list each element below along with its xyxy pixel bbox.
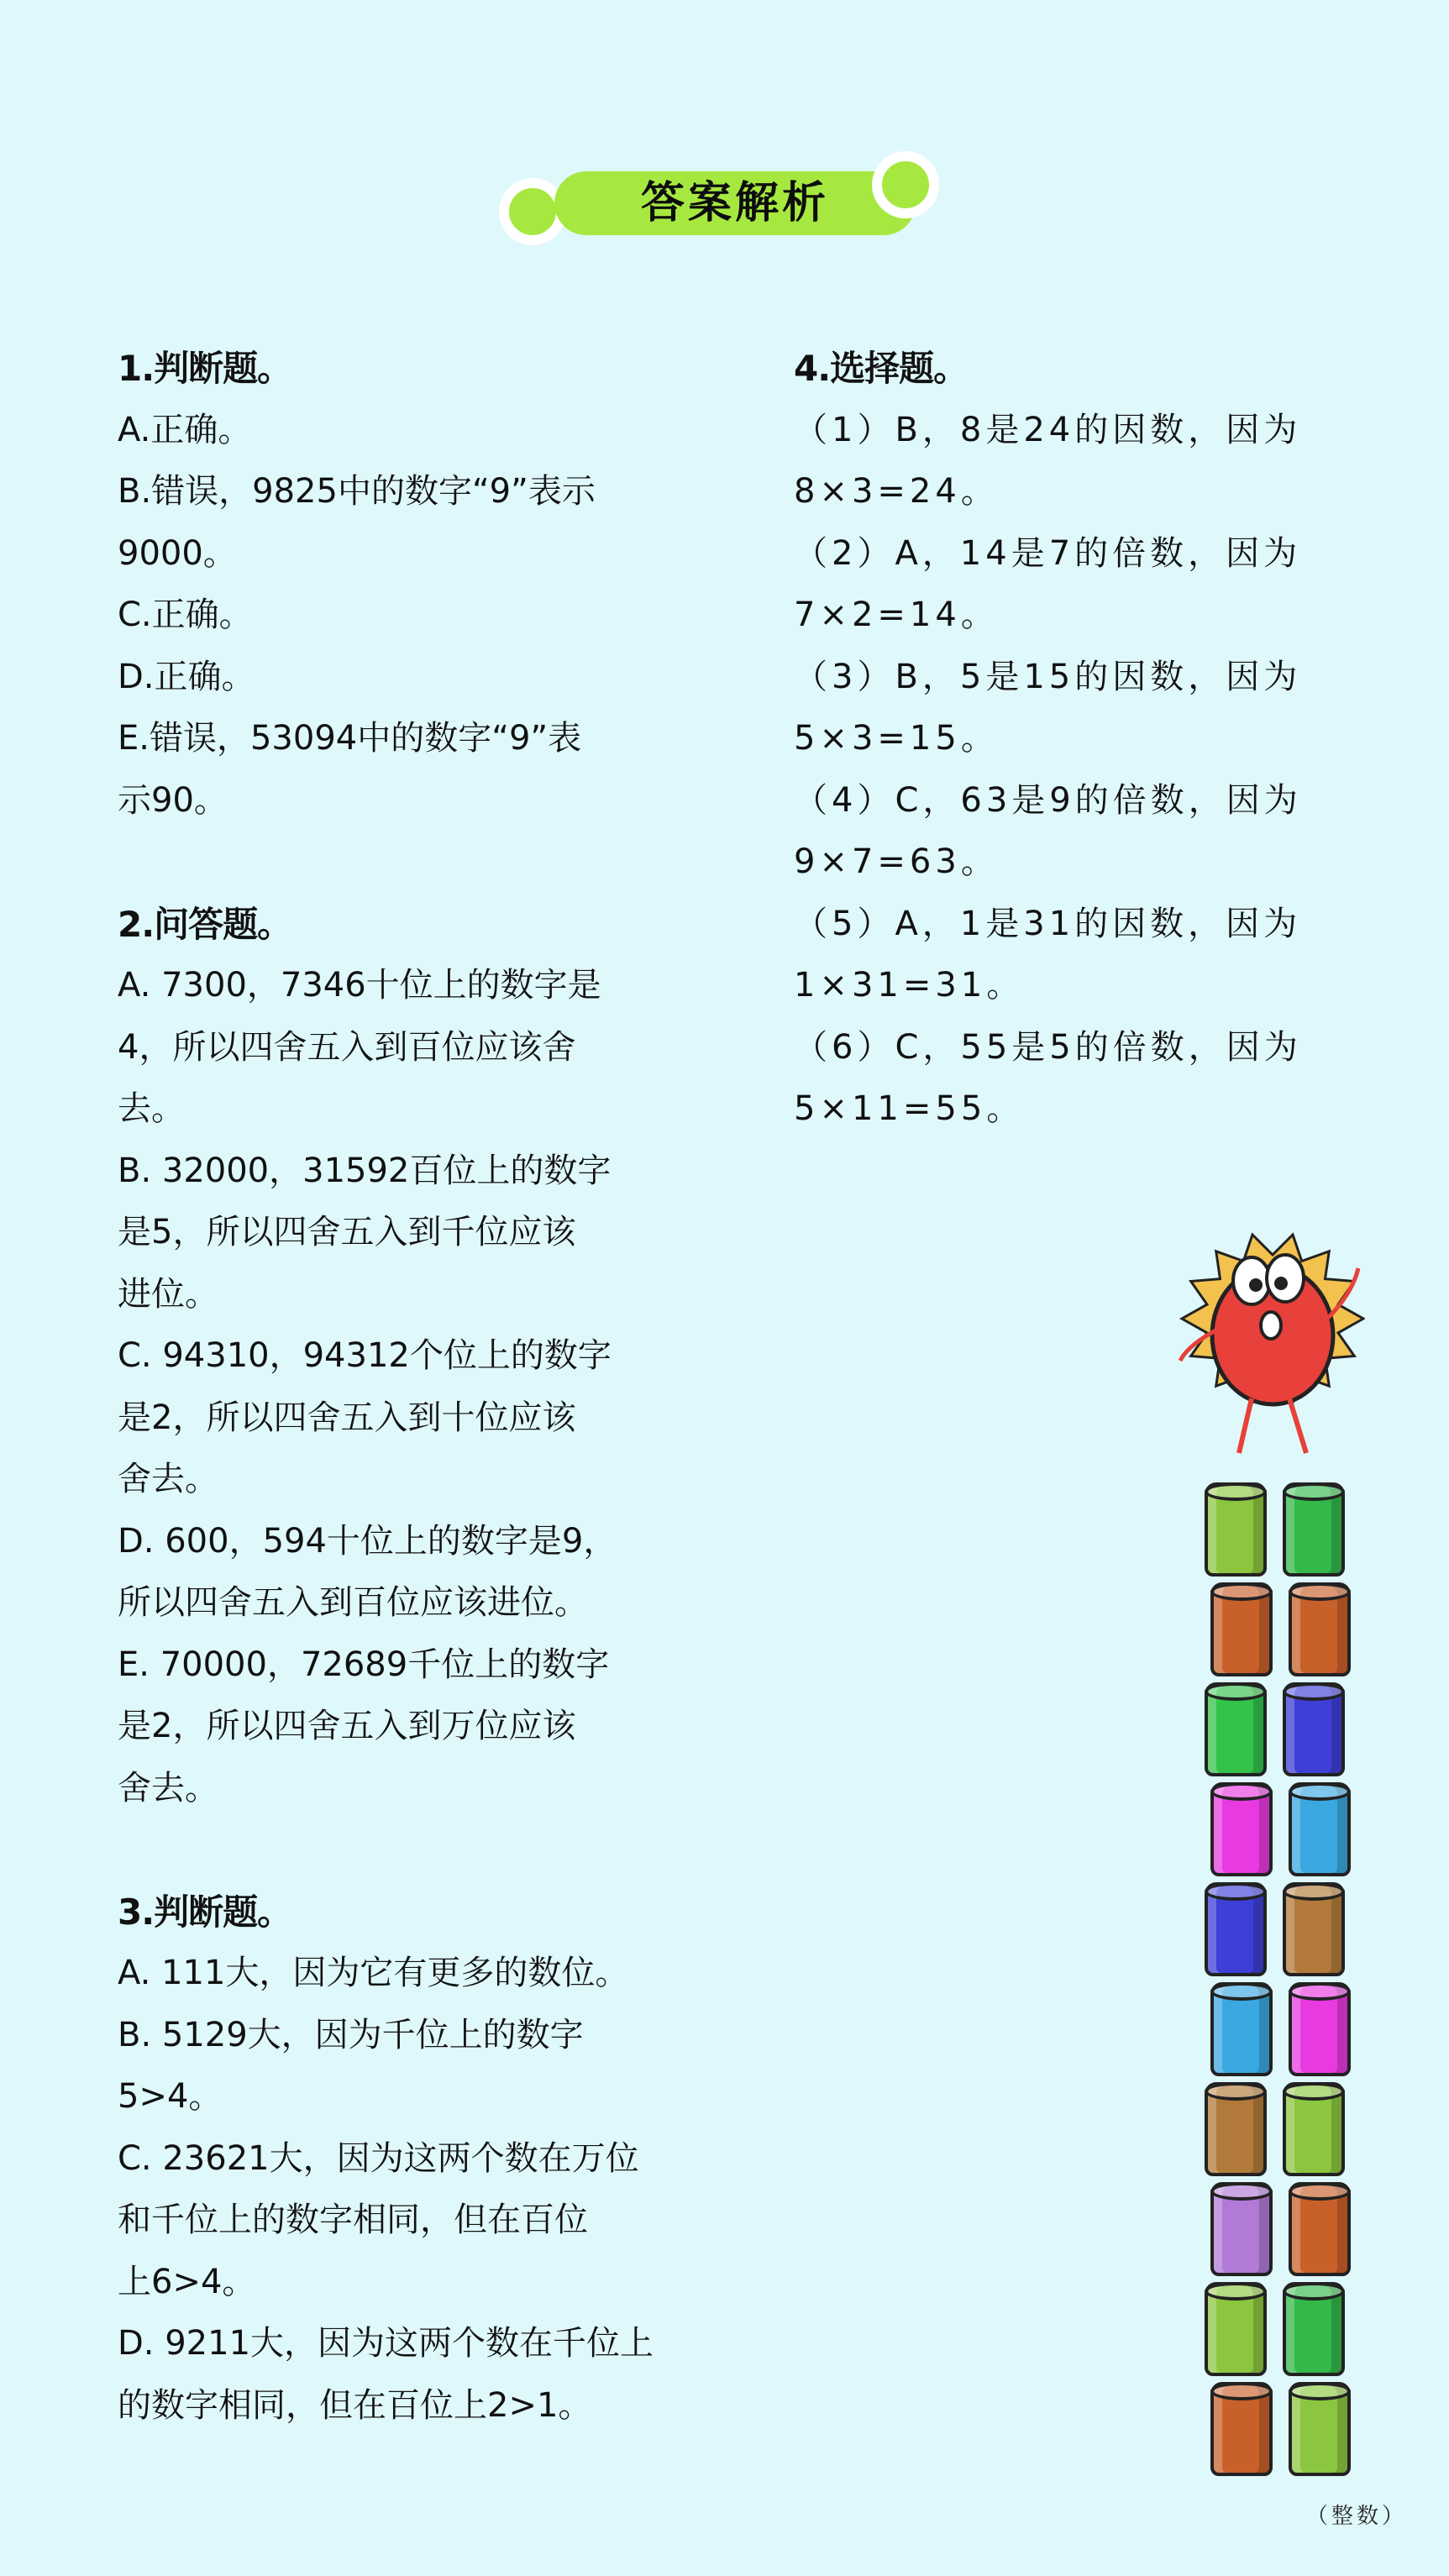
answer-line: 的数字相同，但在百位上2>1。 bbox=[118, 2385, 592, 2425]
cup-icon bbox=[1205, 1882, 1267, 1976]
answer-item bbox=[118, 955, 680, 1141]
answer-line: B.错误，9825中的数字“9”表示 bbox=[118, 472, 596, 511]
answer-line: B. 32000，31592百位上的数字 bbox=[118, 1151, 612, 1190]
answer-line: 进位。 bbox=[118, 1274, 218, 1314]
cup-icon bbox=[1210, 1982, 1273, 2076]
section-title: 4.选择题。 bbox=[794, 348, 969, 389]
answer-line: D. 9211大，因为这两个数在千位上 bbox=[118, 2324, 654, 2363]
answer-line: A.正确。 bbox=[118, 410, 252, 449]
answer-line: C.正确。 bbox=[118, 595, 253, 634]
answer-line: D.正确。 bbox=[118, 657, 255, 696]
answer-line: C. 94310，94312个位上的数字 bbox=[118, 1336, 612, 1375]
answer-line: C. 23621大，因为这两个数在万位 bbox=[118, 2138, 639, 2178]
answer-item bbox=[118, 1943, 680, 2005]
cup-icon bbox=[1289, 1782, 1351, 1876]
answer-item bbox=[118, 1511, 680, 1634]
section-title: 1.判断题。 bbox=[118, 348, 292, 389]
answer-line: 是2，所以四舍五入到万位应该 bbox=[118, 1707, 576, 1745]
cup-icon bbox=[1283, 2082, 1345, 2176]
section-2 bbox=[118, 894, 680, 1820]
answer-item bbox=[118, 2313, 680, 2437]
answer-line: 9000。 bbox=[118, 533, 237, 573]
answer-line: （2）A，14是7的倍数，因为 bbox=[794, 533, 1302, 573]
cup-icon bbox=[1205, 2282, 1267, 2376]
answer-line: 所以四舍五入到百位应该进位。 bbox=[118, 1583, 588, 1622]
section-title: 2.问答题。 bbox=[118, 903, 292, 945]
answer-line: 舍去。 bbox=[118, 1460, 218, 1498]
answer-item bbox=[118, 1325, 680, 1511]
cup-icon bbox=[1210, 2382, 1273, 2476]
answer-line: E. 70000，72689千位上的数字 bbox=[118, 1645, 610, 1684]
cup-icon bbox=[1289, 2382, 1351, 2476]
cup-icon bbox=[1289, 1982, 1351, 2076]
cup-icon bbox=[1289, 2182, 1351, 2276]
section-1 bbox=[118, 338, 680, 832]
answer-line: 上6>4。 bbox=[118, 2262, 256, 2301]
answer-line: 示90。 bbox=[118, 780, 228, 820]
answer-line: 4，所以四舍五入到百位应该舍 bbox=[118, 1027, 576, 1067]
cup-icon bbox=[1205, 2082, 1267, 2176]
title-banner bbox=[496, 151, 949, 252]
cup-icon bbox=[1283, 2282, 1345, 2376]
answer-line: 5×3=15。 bbox=[794, 719, 999, 758]
answer-line: 5×11=55。 bbox=[794, 1089, 1025, 1128]
answer-line: （1）B，8是24的因数，因为 bbox=[794, 410, 1302, 449]
cup-icon bbox=[1210, 1782, 1273, 1876]
answer-item bbox=[118, 2128, 680, 2314]
creature-on-cup-tower-icon bbox=[1138, 1201, 1399, 2495]
answer-line: D. 600，594十位上的数字是9， bbox=[118, 1521, 617, 1561]
answer-line: 和千位上的数字相同，但在百位 bbox=[118, 2201, 588, 2239]
cup-icon bbox=[1283, 1682, 1345, 1776]
cup-icon bbox=[1283, 1482, 1345, 1577]
answer-line: E.错误，53094中的数字“9”表 bbox=[118, 719, 582, 758]
answer-line: B. 5129大，因为千位上的数字 bbox=[118, 2015, 584, 2054]
answer-line: （4）C，63是9的倍数，因为 bbox=[794, 780, 1302, 820]
right-column bbox=[794, 338, 1373, 1141]
answer-line: 1×31=31。 bbox=[794, 966, 1025, 1005]
cup-icon bbox=[1210, 1582, 1273, 1676]
answer-line: A. 111大，因为它有更多的数位。 bbox=[118, 1954, 629, 1992]
answer-line: 去。 bbox=[118, 1089, 185, 1128]
page-title: 答案解析 bbox=[640, 178, 829, 228]
chapter-label: （整数） bbox=[1305, 2504, 1407, 2529]
answer-line: （5）A，1是31的因数，因为 bbox=[794, 904, 1302, 943]
answer-line: 舍去。 bbox=[118, 1768, 218, 1807]
left-column bbox=[118, 338, 680, 2437]
answer-line: 9×7=63。 bbox=[794, 842, 999, 881]
cup-icon bbox=[1205, 1682, 1267, 1776]
answer-line: 是2，所以四舍五入到十位应该 bbox=[118, 1398, 576, 1437]
answer-item bbox=[118, 1634, 680, 1820]
answer-line: （6）C，55是5的倍数，因为 bbox=[794, 1027, 1302, 1067]
section-title: 3.判断题。 bbox=[118, 1891, 292, 1933]
cup-icon bbox=[1205, 1482, 1267, 1577]
creature-icon bbox=[1172, 1201, 1365, 1470]
cup-icon bbox=[1210, 2182, 1273, 2276]
cup-icon bbox=[1289, 1582, 1351, 1676]
answer-line: 5>4。 bbox=[118, 2077, 223, 2116]
answer-line: A. 7300，7346十位上的数字是 bbox=[118, 966, 601, 1005]
answer-item bbox=[118, 2005, 680, 2128]
answer-line: 8×3=24。 bbox=[794, 472, 999, 511]
cup-icon bbox=[1283, 1882, 1345, 1976]
section-3 bbox=[118, 1881, 680, 2437]
answer-item bbox=[118, 1141, 680, 1326]
answer-line: 是5，所以四舍五入到千位应该 bbox=[118, 1213, 576, 1251]
answer-line: 7×2=14。 bbox=[794, 595, 999, 634]
answer-line: （3）B，5是15的因数，因为 bbox=[794, 657, 1302, 696]
